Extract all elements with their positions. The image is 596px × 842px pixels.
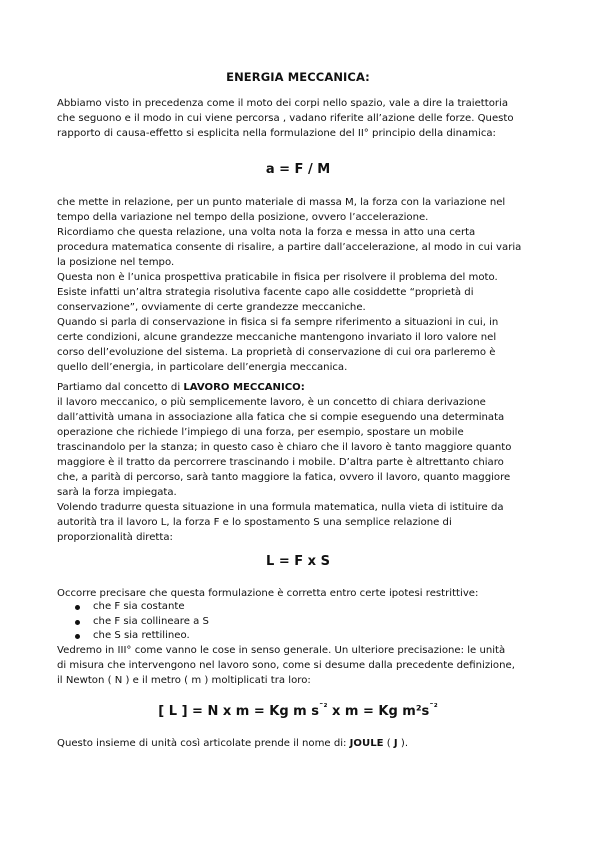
joule-term: JOULE — [349, 738, 384, 749]
joule-prefix: Questo insieme di unità così articolate prende il nome di: — [57, 738, 350, 749]
formula-lavoro: L = F x S — [266, 554, 330, 569]
formula-units-part1: [ L ] = N x m = Kg m s — [158, 704, 319, 719]
list-item — [57, 615, 540, 630]
text-line: corso dell’evoluzione del sistema. La proprietà di conservazione di cui ora parleremo è — [57, 347, 496, 358]
text-line: Ricordiamo che questa relazione, una volta nota la forza e messa in atto una certa — [57, 227, 476, 238]
list-item-text: che S sia rettilineo. — [93, 630, 190, 641]
lavoro-heading: LAVORO MECCANICO: — [183, 382, 305, 393]
text-line: Vedremo in III° come vanno le cose in senso generale. Un ulteriore precisazione: le unità — [57, 645, 506, 656]
list-item — [57, 629, 540, 644]
formula-units — [0, 703, 596, 719]
text-line: rapporto di causa-effetto si esplicita nella formulazione del II° principio della dinamica: — [57, 128, 496, 139]
text-line: conservazione”, ovviamente di certe grandezze meccaniche. — [57, 302, 366, 313]
joule-paragraph — [57, 736, 540, 751]
text-line: che, a parità di percorso, sarà tanto maggiore la fatica, ovvero il lavoro, quanto maggiore — [57, 472, 511, 483]
text-line: proporzionalità diretta: — [57, 532, 173, 543]
text-line: la posizione nel tempo. — [57, 257, 175, 268]
text-line: sarà la forza impiegata. — [57, 487, 177, 498]
text-line: quello dell’energia, in particolare dell’energia meccanica. — [57, 362, 348, 373]
bullet-list — [57, 600, 540, 644]
text-line: il lavoro meccanico, o più semplicemente lavoro, è un concetto di chiara derivazione — [57, 397, 486, 408]
body-paragraph-3 — [57, 586, 540, 601]
text-line: operazione che richiede l’impiego di una forza, per esempio, spostare un mobile — [57, 427, 464, 438]
text-line: Questa non è l’unica prospettiva praticabile in fisica per risolvere il problema del moto. — [57, 272, 498, 283]
text-line: maggiore è il tratto da percorrere trascinando i mobile. D’altra parte è altrettanto chiaro — [57, 457, 504, 468]
list-item-text: che F sia costante — [93, 601, 185, 612]
joule-paren-open: ( — [383, 738, 394, 749]
text-line: Quando si parla di conservazione in fisica si fa sempre riferimento a situazioni in cui, in — [57, 317, 499, 328]
page-title: ENERGIA MECCANICA: — [226, 70, 370, 84]
lavoro-intro-text: Partiamo dal concetto di — [57, 382, 184, 393]
lavoro-heading-line — [57, 380, 540, 395]
formula-units-exponent2: ¯² — [429, 703, 438, 713]
bullet-icon — [75, 620, 80, 625]
text-line: procedura matematica consente di risalire, a partire dall’accelerazione, al modo in cui varia — [57, 242, 522, 253]
bullet-icon — [75, 634, 80, 639]
text-line: che seguono e il modo in cui viene percorsa , vadano riferite all’azione delle forze. Questo — [57, 113, 514, 124]
intro-paragraph — [57, 96, 540, 141]
joule-symbol: J — [393, 738, 398, 749]
formula-newton: a = F / M — [265, 162, 331, 177]
text-line: Occorre precisare che questa formulazione è corretta entro certe ipotesi restrittive: — [57, 588, 479, 599]
joule-line — [57, 736, 540, 751]
text-line: Esiste infatti un’altra strategia risolutiva facente capo alle cosiddette “proprietà di — [57, 287, 474, 298]
body-paragraph-4 — [57, 643, 540, 688]
list-item-text: che F sia collineare a S — [93, 615, 209, 627]
formula-units-exponent1: ¯² — [318, 703, 328, 713]
text-line: tempo della variazione nel tempo della posizione, ovvero l’accelerazione. — [57, 212, 429, 223]
text-line: trascinandolo per la stanza; in questo caso è chiaro che il lavoro è tanto maggiore quanto — [57, 442, 512, 453]
bullet-icon — [75, 605, 80, 610]
body-paragraph-1 — [57, 195, 540, 375]
text-line: di misura che intervengono nel lavoro sono, come si desume dalla precedente definizione, — [57, 660, 515, 671]
list-item — [57, 600, 540, 615]
text-line: dall’attività umana in associazione alla fatica che si compie eseguendo una determinata — [57, 412, 505, 423]
text-line: autorità tra il lavoro L, la forza F e lo spostamento S una semplice relazione di — [57, 517, 452, 528]
text-line: certe condizioni, alcune grandezze meccaniche mantengono invariato il loro valore nel — [57, 332, 497, 343]
text-line: Volendo tradurre questa situazione in una formula matematica, nulla vieta di istituire da — [57, 502, 504, 513]
text-line: Abbiamo visto in precedenza come il moto dei corpi nello spazio, vale a dire la traiettoria — [57, 98, 509, 109]
text-line: il Newton ( N ) e il metro ( m ) moltiplicati tra loro: — [57, 675, 311, 686]
text-line: che mette in relazione, per un punto materiale di massa M, la forza con la variazione nel — [57, 197, 506, 208]
body-paragraph-2 — [57, 380, 540, 545]
formula-units-part2: x m = Kg m²s — [327, 704, 430, 719]
joule-paren-close: ). — [397, 738, 409, 749]
